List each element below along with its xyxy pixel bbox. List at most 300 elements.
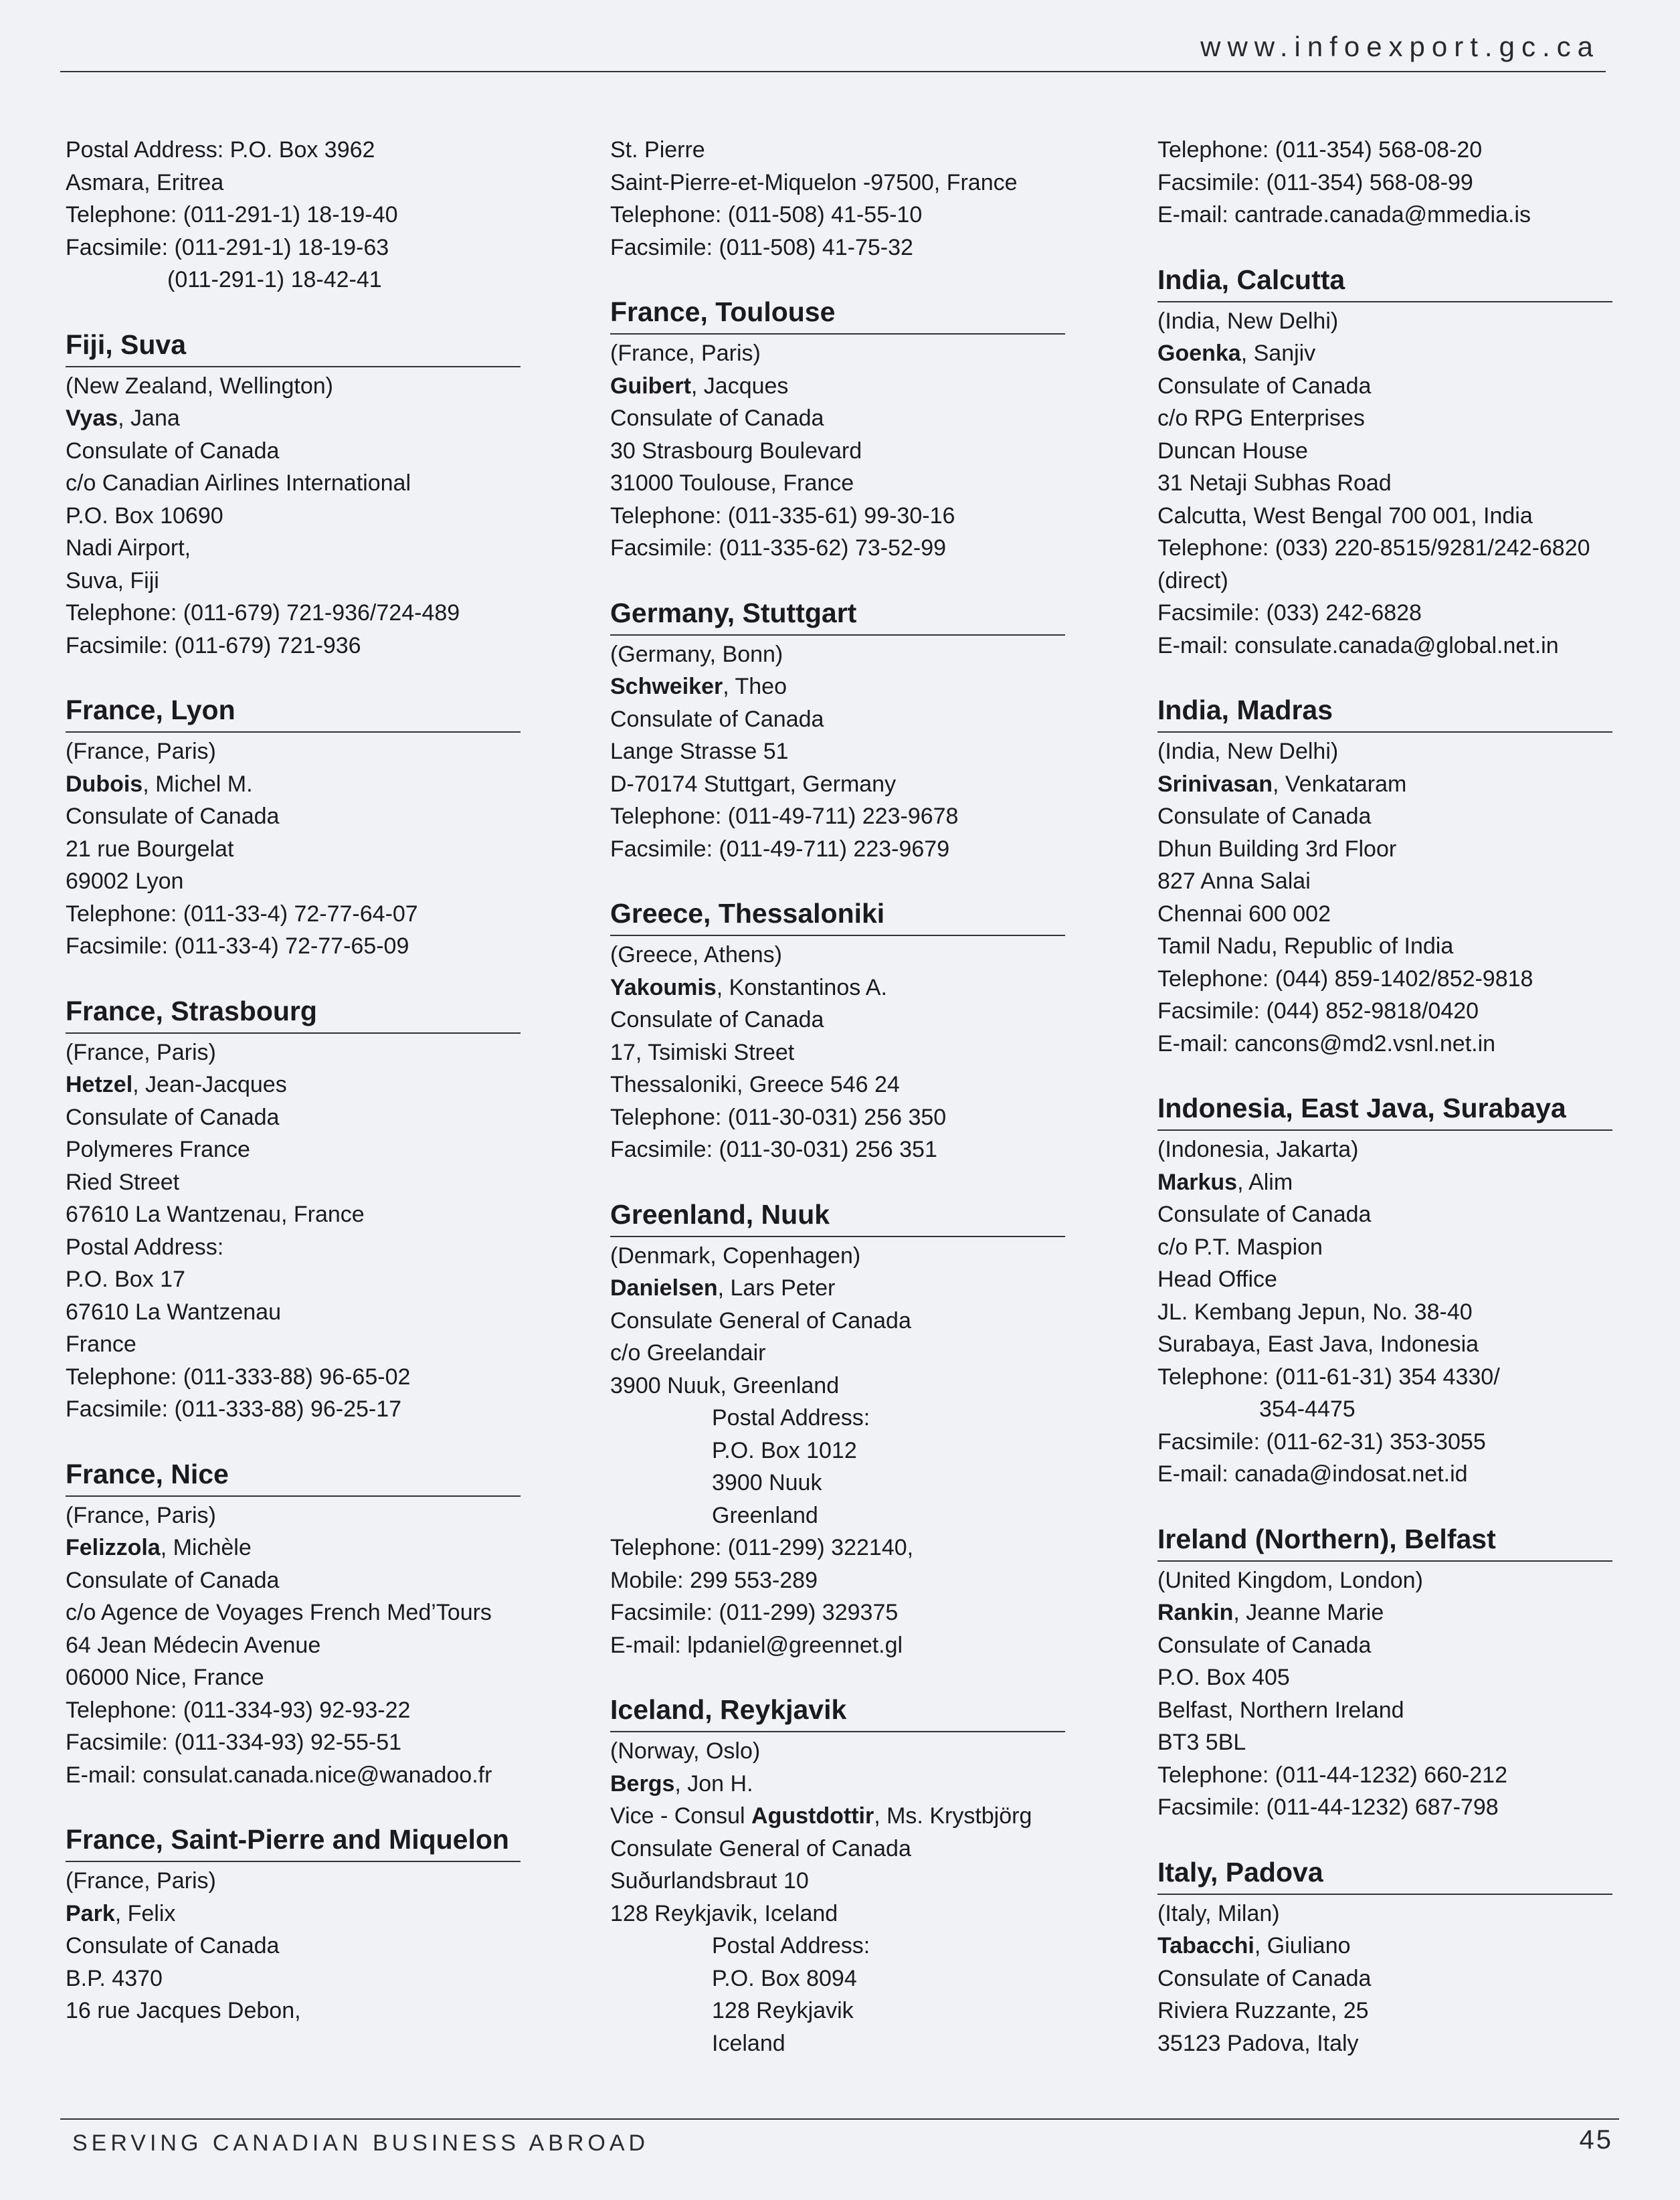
line-text: 67610 La Wantzenau bbox=[66, 1299, 281, 1325]
entry-line bbox=[66, 1263, 574, 1296]
entry-line bbox=[66, 630, 574, 662]
line-text: (Greece, Athens) bbox=[610, 942, 783, 968]
line-text: Telephone: (011-679) 721-936/724-489 bbox=[66, 600, 460, 626]
line-text: Chennai 600 002 bbox=[1157, 901, 1331, 927]
entry-line bbox=[610, 1133, 1119, 1166]
column-1 bbox=[66, 134, 574, 2027]
entry-line bbox=[1157, 735, 1666, 768]
entry-line bbox=[610, 1305, 1119, 1338]
line-text: B.P. 4370 bbox=[66, 1965, 163, 1991]
line-text: 3900 Nuuk bbox=[712, 1470, 822, 1495]
entry-line bbox=[1157, 435, 1666, 468]
entry-heading: Fiji, Suva bbox=[66, 326, 521, 367]
line-text: Asmara, Eritrea bbox=[66, 169, 224, 195]
entry-line bbox=[66, 167, 574, 199]
entry-line bbox=[66, 1036, 574, 1069]
entry-line bbox=[610, 1240, 1119, 1273]
line-text: P.O. Box 8094 bbox=[712, 1965, 857, 1991]
line-text: Consulate of Canada bbox=[66, 804, 280, 829]
entry-line bbox=[66, 1328, 574, 1361]
line-text: Telephone: (011-49-711) 223-9678 bbox=[610, 804, 959, 829]
entry-line bbox=[1157, 1962, 1666, 1995]
entry-heading: France, Toulouse bbox=[610, 293, 1065, 335]
line-text: P.O. Box 405 bbox=[1157, 1665, 1290, 1690]
entry-line bbox=[66, 402, 574, 435]
line-text: c/o RPG Enterprises bbox=[1157, 405, 1365, 431]
line-text: 354-4475 bbox=[1259, 1396, 1356, 1422]
contact-surname: Agustdottir bbox=[751, 1803, 874, 1829]
line-text: Facsimile: (011-44-1232) 687-798 bbox=[1157, 1795, 1499, 1820]
line-text: 67610 La Wantzenau, France bbox=[66, 1202, 365, 1227]
line-text: D-70174 Stuttgart, Germany bbox=[610, 771, 897, 797]
directory-entry bbox=[1157, 1089, 1666, 1491]
entry-line bbox=[610, 1865, 1119, 1898]
line-text: 30 Strasbourg Boulevard bbox=[610, 438, 862, 464]
contact-surname: Guibert bbox=[610, 373, 691, 399]
entry-heading: Iceland, Reykjavik bbox=[610, 1691, 1065, 1732]
line-text: , Giuliano bbox=[1254, 1933, 1351, 1958]
entry-line bbox=[1157, 597, 1666, 630]
line-text: Telephone: (011-61-31) 354 4330/ bbox=[1157, 1364, 1500, 1390]
line-text: P.O. Box 10690 bbox=[66, 502, 223, 529]
entry-line bbox=[66, 199, 574, 232]
line-text: (France, Paris) bbox=[610, 341, 761, 366]
line-text: Facsimile: (011-299) 329375 bbox=[610, 1600, 899, 1625]
line-text: , Lars Peter bbox=[717, 1275, 836, 1301]
entry-line bbox=[1157, 630, 1666, 662]
directory-entry bbox=[66, 1821, 574, 2027]
entry-line bbox=[610, 833, 1119, 866]
line-text: Facsimile: (011-30-031) 256 351 bbox=[610, 1137, 937, 1162]
line-text: BT3 5BL bbox=[1157, 1730, 1246, 1755]
line-text: Postal Address: bbox=[712, 1933, 870, 1958]
entry-line bbox=[66, 370, 574, 403]
entry-line bbox=[610, 337, 1119, 370]
line-text: (France, Paris) bbox=[66, 1039, 216, 1065]
line-text: Telephone: (011-44-1232) 660-212 bbox=[1157, 1762, 1507, 1788]
line-text: P.O. Box 1012 bbox=[712, 1437, 857, 1463]
line-text: Postal Address: bbox=[712, 1405, 870, 1431]
entry-line bbox=[610, 402, 1119, 435]
entry-line bbox=[1157, 800, 1666, 833]
directory-entry bbox=[610, 1196, 1119, 1662]
line-text: , Sanjiv bbox=[1240, 341, 1316, 366]
entry-line bbox=[66, 1361, 574, 1394]
line-text: (France, Paris) bbox=[66, 1502, 216, 1528]
line-text: Consulate of Canada bbox=[66, 1933, 280, 1958]
line-text: St. Pierre bbox=[610, 137, 705, 163]
entry-line bbox=[66, 1198, 574, 1231]
entry-line bbox=[66, 264, 574, 296]
entry-line bbox=[66, 1930, 574, 1962]
entry-line bbox=[1157, 1995, 1666, 2027]
line-text: , Theo bbox=[723, 674, 787, 699]
line-text: 69002 Lyon bbox=[66, 868, 184, 894]
entry-heading: France, Strasbourg bbox=[66, 992, 521, 1034]
contact-surname: Rankin bbox=[1157, 1600, 1234, 1625]
contact-surname: Danielsen bbox=[610, 1275, 718, 1301]
entry-line bbox=[610, 1435, 1119, 1467]
entry-line bbox=[610, 1532, 1119, 1564]
entry-line bbox=[610, 1962, 1119, 1995]
line-text: Facsimile: (011-508) 41-75-32 bbox=[610, 234, 913, 260]
entry-line bbox=[610, 972, 1119, 1004]
entry-line bbox=[1157, 1426, 1666, 1459]
entry-line bbox=[610, 2027, 1119, 2060]
directory-entry bbox=[66, 691, 574, 963]
line-text: c/o Agence de Voyages French Med’Tours bbox=[66, 1600, 492, 1625]
entry-line bbox=[1157, 1028, 1666, 1061]
page-number: 45 bbox=[1579, 2125, 1613, 2155]
contact-surname: Markus bbox=[1157, 1169, 1238, 1195]
entry-heading: Indonesia, East Java, Surabaya bbox=[1157, 1089, 1612, 1131]
entry-line bbox=[1157, 865, 1666, 898]
entry-line bbox=[66, 1101, 574, 1134]
line-text: Iceland bbox=[712, 2030, 785, 2056]
entry-line bbox=[1157, 1564, 1666, 1597]
line-text: Telephone: (011-33-4) 72-77-64-07 bbox=[66, 901, 418, 927]
entry-line bbox=[66, 1133, 574, 1166]
entry-line bbox=[66, 1231, 574, 1264]
entry-line bbox=[1157, 833, 1666, 866]
entry-line bbox=[66, 898, 574, 931]
entry-line bbox=[610, 232, 1119, 264]
line-text: Facsimile: (011-335-62) 73-52-99 bbox=[610, 535, 947, 561]
entry-line bbox=[610, 1596, 1119, 1629]
directory-entry bbox=[66, 326, 574, 662]
line-text: , Michèle bbox=[160, 1535, 252, 1560]
entry-line bbox=[610, 1467, 1119, 1499]
line-text: Postal Address: P.O. Box 3962 bbox=[66, 137, 375, 163]
line-text: Belfast, Northern Ireland bbox=[1157, 1697, 1404, 1723]
entry-line bbox=[1157, 1930, 1666, 1962]
footer-rule bbox=[60, 2118, 1619, 2120]
entry-line bbox=[1157, 1263, 1666, 1296]
entry-line bbox=[610, 532, 1119, 565]
line-text: (Italy, Milan) bbox=[1157, 1900, 1280, 1926]
directory-entry bbox=[66, 1455, 574, 1792]
entry-line bbox=[1157, 467, 1666, 500]
line-text: Consulate General of Canada bbox=[610, 1835, 911, 1861]
contact-surname: Schweiker bbox=[610, 674, 723, 699]
contact-surname: Srinivasan bbox=[1157, 771, 1273, 797]
entry-heading: France, Saint-Pierre and Miquelon bbox=[66, 1821, 521, 1862]
line-text: Consulate of Canada bbox=[1157, 804, 1372, 829]
line-text: , Ms. Krystbjörg bbox=[874, 1803, 1032, 1829]
header-url: www.infoexport.gc.ca bbox=[1200, 31, 1600, 62]
line-text: Consulate of Canada bbox=[1157, 1632, 1372, 1658]
line-text: Facsimile: (011-354) 568-08-99 bbox=[1157, 169, 1473, 195]
entry-line bbox=[66, 1166, 574, 1199]
line-text: Lange Strasse 51 bbox=[610, 739, 789, 764]
entry-line bbox=[610, 1898, 1119, 1930]
contact-surname: Hetzel bbox=[66, 1072, 133, 1097]
line-text: Telephone: (011-508) 41-55-10 bbox=[610, 202, 923, 227]
entry-line bbox=[610, 1564, 1119, 1597]
column-3 bbox=[1157, 134, 1666, 2059]
entry-line bbox=[1157, 1328, 1666, 1361]
entry-line bbox=[66, 735, 574, 768]
line-text: Thessaloniki, Greece 546 24 bbox=[610, 1072, 900, 1097]
contact-surname: Tabacchi bbox=[1157, 1933, 1254, 1958]
line-text: Consulate of Canada bbox=[1157, 1202, 1372, 1227]
line-text: Riviera Ruzzante, 25 bbox=[1157, 1998, 1369, 2023]
line-text: Consulate of Canada bbox=[66, 1567, 280, 1593]
line-text: , Michel M. bbox=[143, 771, 253, 797]
line-text: Telephone: (011-30-031) 256 350 bbox=[610, 1104, 947, 1130]
line-text: Suva, Fiji bbox=[66, 567, 159, 593]
entry-line bbox=[610, 1402, 1119, 1435]
line-text: Mobile: 299 553-289 bbox=[610, 1567, 818, 1593]
entry-heading: Greenland, Nuuk bbox=[610, 1196, 1065, 1237]
directory-entry bbox=[1157, 134, 1666, 232]
entry-line bbox=[1157, 1898, 1666, 1930]
entry-line bbox=[1157, 1661, 1666, 1694]
line-text: Telephone: (011-299) 322140, bbox=[610, 1535, 914, 1560]
entry-line bbox=[66, 1898, 574, 1930]
entry-line bbox=[610, 638, 1119, 671]
entry-line bbox=[66, 768, 574, 801]
entry-line bbox=[610, 1337, 1119, 1370]
entry-line bbox=[1157, 1791, 1666, 1824]
line-text: Facsimile: (011-679) 721-936 bbox=[66, 632, 361, 658]
entry-line bbox=[66, 134, 574, 167]
entry-line bbox=[610, 1629, 1119, 1662]
contact-surname: Park bbox=[66, 1900, 115, 1926]
entry-line bbox=[610, 1768, 1119, 1801]
entry-line bbox=[1157, 370, 1666, 403]
entry-line bbox=[610, 1036, 1119, 1069]
entry-heading: Germany, Stuttgart bbox=[610, 594, 1065, 636]
entry-line bbox=[610, 199, 1119, 232]
line-text: (Norway, Oslo) bbox=[610, 1738, 761, 1764]
line-text: Vice - Consul bbox=[610, 1803, 752, 1829]
line-text: Facsimile: (044) 852-9818/0420 bbox=[1157, 998, 1479, 1024]
line-text: Postal Address: bbox=[66, 1234, 224, 1260]
entry-heading: India, Madras bbox=[1157, 691, 1612, 733]
line-text: Telephone: (011-333-88) 96-65-02 bbox=[66, 1364, 411, 1390]
entry-line bbox=[1157, 1198, 1666, 1231]
entry-heading: France, Lyon bbox=[66, 691, 521, 733]
directory-entry bbox=[1157, 691, 1666, 1060]
line-text: (India, New Delhi) bbox=[1157, 739, 1339, 764]
entry-line bbox=[610, 1370, 1119, 1402]
line-text: 3900 Nuuk, Greenland bbox=[610, 1372, 840, 1398]
line-text: 31000 Toulouse, France bbox=[610, 470, 854, 496]
line-text: 827 Anna Salai bbox=[1157, 868, 1311, 894]
line-text: Suðurlandsbraut 10 bbox=[610, 1868, 809, 1894]
column-2 bbox=[610, 134, 1119, 2059]
entry-line bbox=[610, 134, 1119, 167]
entry-line bbox=[1157, 134, 1666, 167]
entry-line bbox=[66, 1995, 574, 2027]
directory-entry bbox=[1157, 1853, 1666, 2060]
line-text: 64 Jean Médecin Avenue bbox=[66, 1632, 321, 1658]
entry-line bbox=[66, 232, 574, 264]
entry-line bbox=[1157, 898, 1666, 931]
line-text: c/o Canadian Airlines International bbox=[66, 470, 411, 496]
line-text: (New Zealand, Wellington) bbox=[66, 373, 333, 399]
entry-line bbox=[610, 939, 1119, 972]
line-text: , Jacques bbox=[690, 373, 789, 399]
entry-line bbox=[610, 1499, 1119, 1532]
line-text: , Jean-Jacques bbox=[132, 1072, 287, 1097]
entry-line bbox=[66, 1532, 574, 1564]
entry-line bbox=[66, 435, 574, 468]
entry-line bbox=[610, 800, 1119, 833]
directory-entry bbox=[610, 895, 1119, 1166]
entry-line bbox=[610, 1004, 1119, 1036]
entry-line bbox=[610, 735, 1119, 768]
line-text: Telephone: (011-335-61) 99-30-16 bbox=[610, 502, 955, 529]
entry-line bbox=[66, 1726, 574, 1759]
line-text: Consulate of Canada bbox=[66, 438, 280, 464]
line-text: (United Kingdom, London) bbox=[1157, 1567, 1423, 1593]
entry-line bbox=[610, 1735, 1119, 1768]
entry-line bbox=[66, 800, 574, 833]
entry-line bbox=[66, 467, 574, 500]
entry-line bbox=[610, 1833, 1119, 1865]
line-text: France bbox=[66, 1332, 136, 1357]
entry-heading: Italy, Padova bbox=[1157, 1853, 1612, 1895]
line-text: c/o Greelandair bbox=[610, 1340, 766, 1366]
line-text: , Felix bbox=[114, 1900, 176, 1926]
line-text: Telephone: (044) 859-1402/852-9818 bbox=[1157, 966, 1533, 992]
entry-line bbox=[66, 532, 574, 565]
line-text: Calcutta, West Bengal 700 001, India bbox=[1157, 502, 1533, 529]
entry-line bbox=[1157, 1393, 1666, 1426]
entry-line bbox=[66, 565, 574, 598]
entry-line bbox=[610, 703, 1119, 736]
line-text: (France, Paris) bbox=[66, 739, 216, 764]
entry-line bbox=[66, 1865, 574, 1898]
line-text: E-mail: canada@indosat.net.id bbox=[1157, 1461, 1468, 1487]
line-text: Facsimile: (011-333-88) 96-25-17 bbox=[66, 1396, 402, 1422]
entry-line bbox=[1157, 532, 1666, 565]
line-text: 128 Reykjavik, Iceland bbox=[610, 1900, 838, 1926]
line-text: Surabaya, East Java, Indonesia bbox=[1157, 1332, 1479, 1357]
line-text: (France, Paris) bbox=[66, 1868, 216, 1894]
line-text: Facsimile: (011-33-4) 72-77-65-09 bbox=[66, 933, 409, 959]
entry-line bbox=[1157, 1726, 1666, 1759]
entry-line bbox=[66, 930, 574, 963]
line-text: , Jeanne Marie bbox=[1233, 1600, 1384, 1625]
entry-line bbox=[1157, 1458, 1666, 1491]
contact-surname: Felizzola bbox=[66, 1535, 161, 1560]
entry-line bbox=[1157, 1694, 1666, 1727]
line-text: (Germany, Bonn) bbox=[610, 641, 783, 667]
line-text: Telephone: (033) 220-8515/9281/242-6820 bbox=[1157, 535, 1590, 561]
line-text: 21 rue Bourgelat bbox=[66, 836, 234, 862]
entry-line bbox=[610, 1272, 1119, 1305]
line-text: Duncan House bbox=[1157, 438, 1308, 464]
line-text: 35123 Padova, Italy bbox=[1157, 2030, 1359, 2056]
line-text: E-mail: lpdaniel@greennet.gl bbox=[610, 1632, 903, 1658]
line-text: , Konstantinos A. bbox=[716, 974, 887, 1000]
directory-entry bbox=[610, 1691, 1119, 2059]
entry-line bbox=[66, 1661, 574, 1694]
entry-line bbox=[610, 1995, 1119, 2027]
entry-line bbox=[66, 1499, 574, 1532]
entry-line bbox=[1157, 930, 1666, 963]
line-text: E-mail: consulat.canada.nice@wanadoo.fr bbox=[66, 1762, 492, 1788]
line-text: Consulate of Canada bbox=[610, 706, 824, 732]
entry-line bbox=[66, 597, 574, 630]
line-text: (011-291-1) 18-42-41 bbox=[167, 267, 382, 292]
entry-line bbox=[1157, 995, 1666, 1028]
entry-line bbox=[1157, 2027, 1666, 2060]
entry-line bbox=[610, 167, 1119, 199]
line-text: Tamil Nadu, Republic of India bbox=[1157, 933, 1454, 959]
line-text: Saint-Pierre-et-Miquelon -97500, France bbox=[610, 169, 1018, 195]
line-text: Consulate of Canada bbox=[1157, 373, 1372, 399]
entry-line bbox=[1157, 768, 1666, 801]
line-text: (Indonesia, Jakarta) bbox=[1157, 1137, 1359, 1162]
directory-entry bbox=[610, 594, 1119, 866]
line-text: (direct) bbox=[1157, 567, 1228, 593]
line-text: Telephone: (011-291-1) 18-19-40 bbox=[66, 202, 398, 227]
footer-tagline: SERVING CANADIAN BUSINESS ABROAD bbox=[72, 2130, 650, 2156]
directory-entry bbox=[1157, 1520, 1666, 1824]
entry-line bbox=[1157, 199, 1666, 232]
line-text: Facsimile: (011-291-1) 18-19-63 bbox=[66, 234, 389, 260]
line-text: , Jana bbox=[118, 405, 180, 431]
line-text: c/o P.T. Maspion bbox=[1157, 1234, 1323, 1260]
line-text: 16 rue Jacques Debon, bbox=[66, 1998, 301, 2023]
entry-line bbox=[1157, 1166, 1666, 1199]
entry-line bbox=[1157, 1596, 1666, 1629]
entry-line bbox=[1157, 337, 1666, 370]
line-text: Facsimile: (011-49-711) 223-9679 bbox=[610, 836, 950, 862]
line-text: Consulate of Canada bbox=[610, 405, 824, 431]
line-text: Polymeres France bbox=[66, 1137, 250, 1162]
line-text: Consulate General of Canada bbox=[610, 1307, 911, 1334]
entry-line bbox=[610, 1930, 1119, 1962]
entry-heading: France, Nice bbox=[66, 1455, 521, 1497]
directory-entry bbox=[1157, 261, 1666, 662]
entry-line bbox=[610, 670, 1119, 703]
header-rule bbox=[60, 71, 1606, 72]
entry-line bbox=[1157, 1133, 1666, 1166]
entry-line bbox=[610, 467, 1119, 500]
entry-line bbox=[66, 833, 574, 866]
line-text: Facsimile: (033) 242-6828 bbox=[1157, 600, 1422, 626]
entry-heading: India, Calcutta bbox=[1157, 261, 1612, 302]
entry-line bbox=[610, 500, 1119, 533]
entry-line bbox=[1157, 565, 1666, 598]
entry-line bbox=[610, 435, 1119, 468]
entry-line bbox=[610, 370, 1119, 403]
entry-line bbox=[66, 500, 574, 533]
entry-heading: Greece, Thessaloniki bbox=[610, 895, 1065, 936]
contact-surname: Yakoumis bbox=[610, 974, 717, 1000]
line-text: E-mail: cancons@md2.vsnl.net.in bbox=[1157, 1030, 1496, 1057]
entry-line bbox=[1157, 963, 1666, 996]
directory-entry bbox=[66, 134, 574, 296]
entry-line bbox=[610, 768, 1119, 801]
line-text: E-mail: cantrade.canada@mmedia.is bbox=[1157, 202, 1531, 227]
entry-line bbox=[66, 1759, 574, 1792]
line-text: , Alim bbox=[1237, 1169, 1293, 1195]
line-text: Telephone: (011-334-93) 92-93-22 bbox=[66, 1697, 411, 1723]
entry-line bbox=[66, 1564, 574, 1597]
line-text: Consulate of Canada bbox=[610, 1007, 824, 1032]
directory-entry bbox=[610, 293, 1119, 565]
directory-entry bbox=[66, 992, 574, 1426]
entry-line bbox=[1157, 1231, 1666, 1264]
line-text: JL. Kembang Jepun, No. 38-40 bbox=[1157, 1299, 1473, 1325]
entry-line bbox=[66, 1596, 574, 1629]
